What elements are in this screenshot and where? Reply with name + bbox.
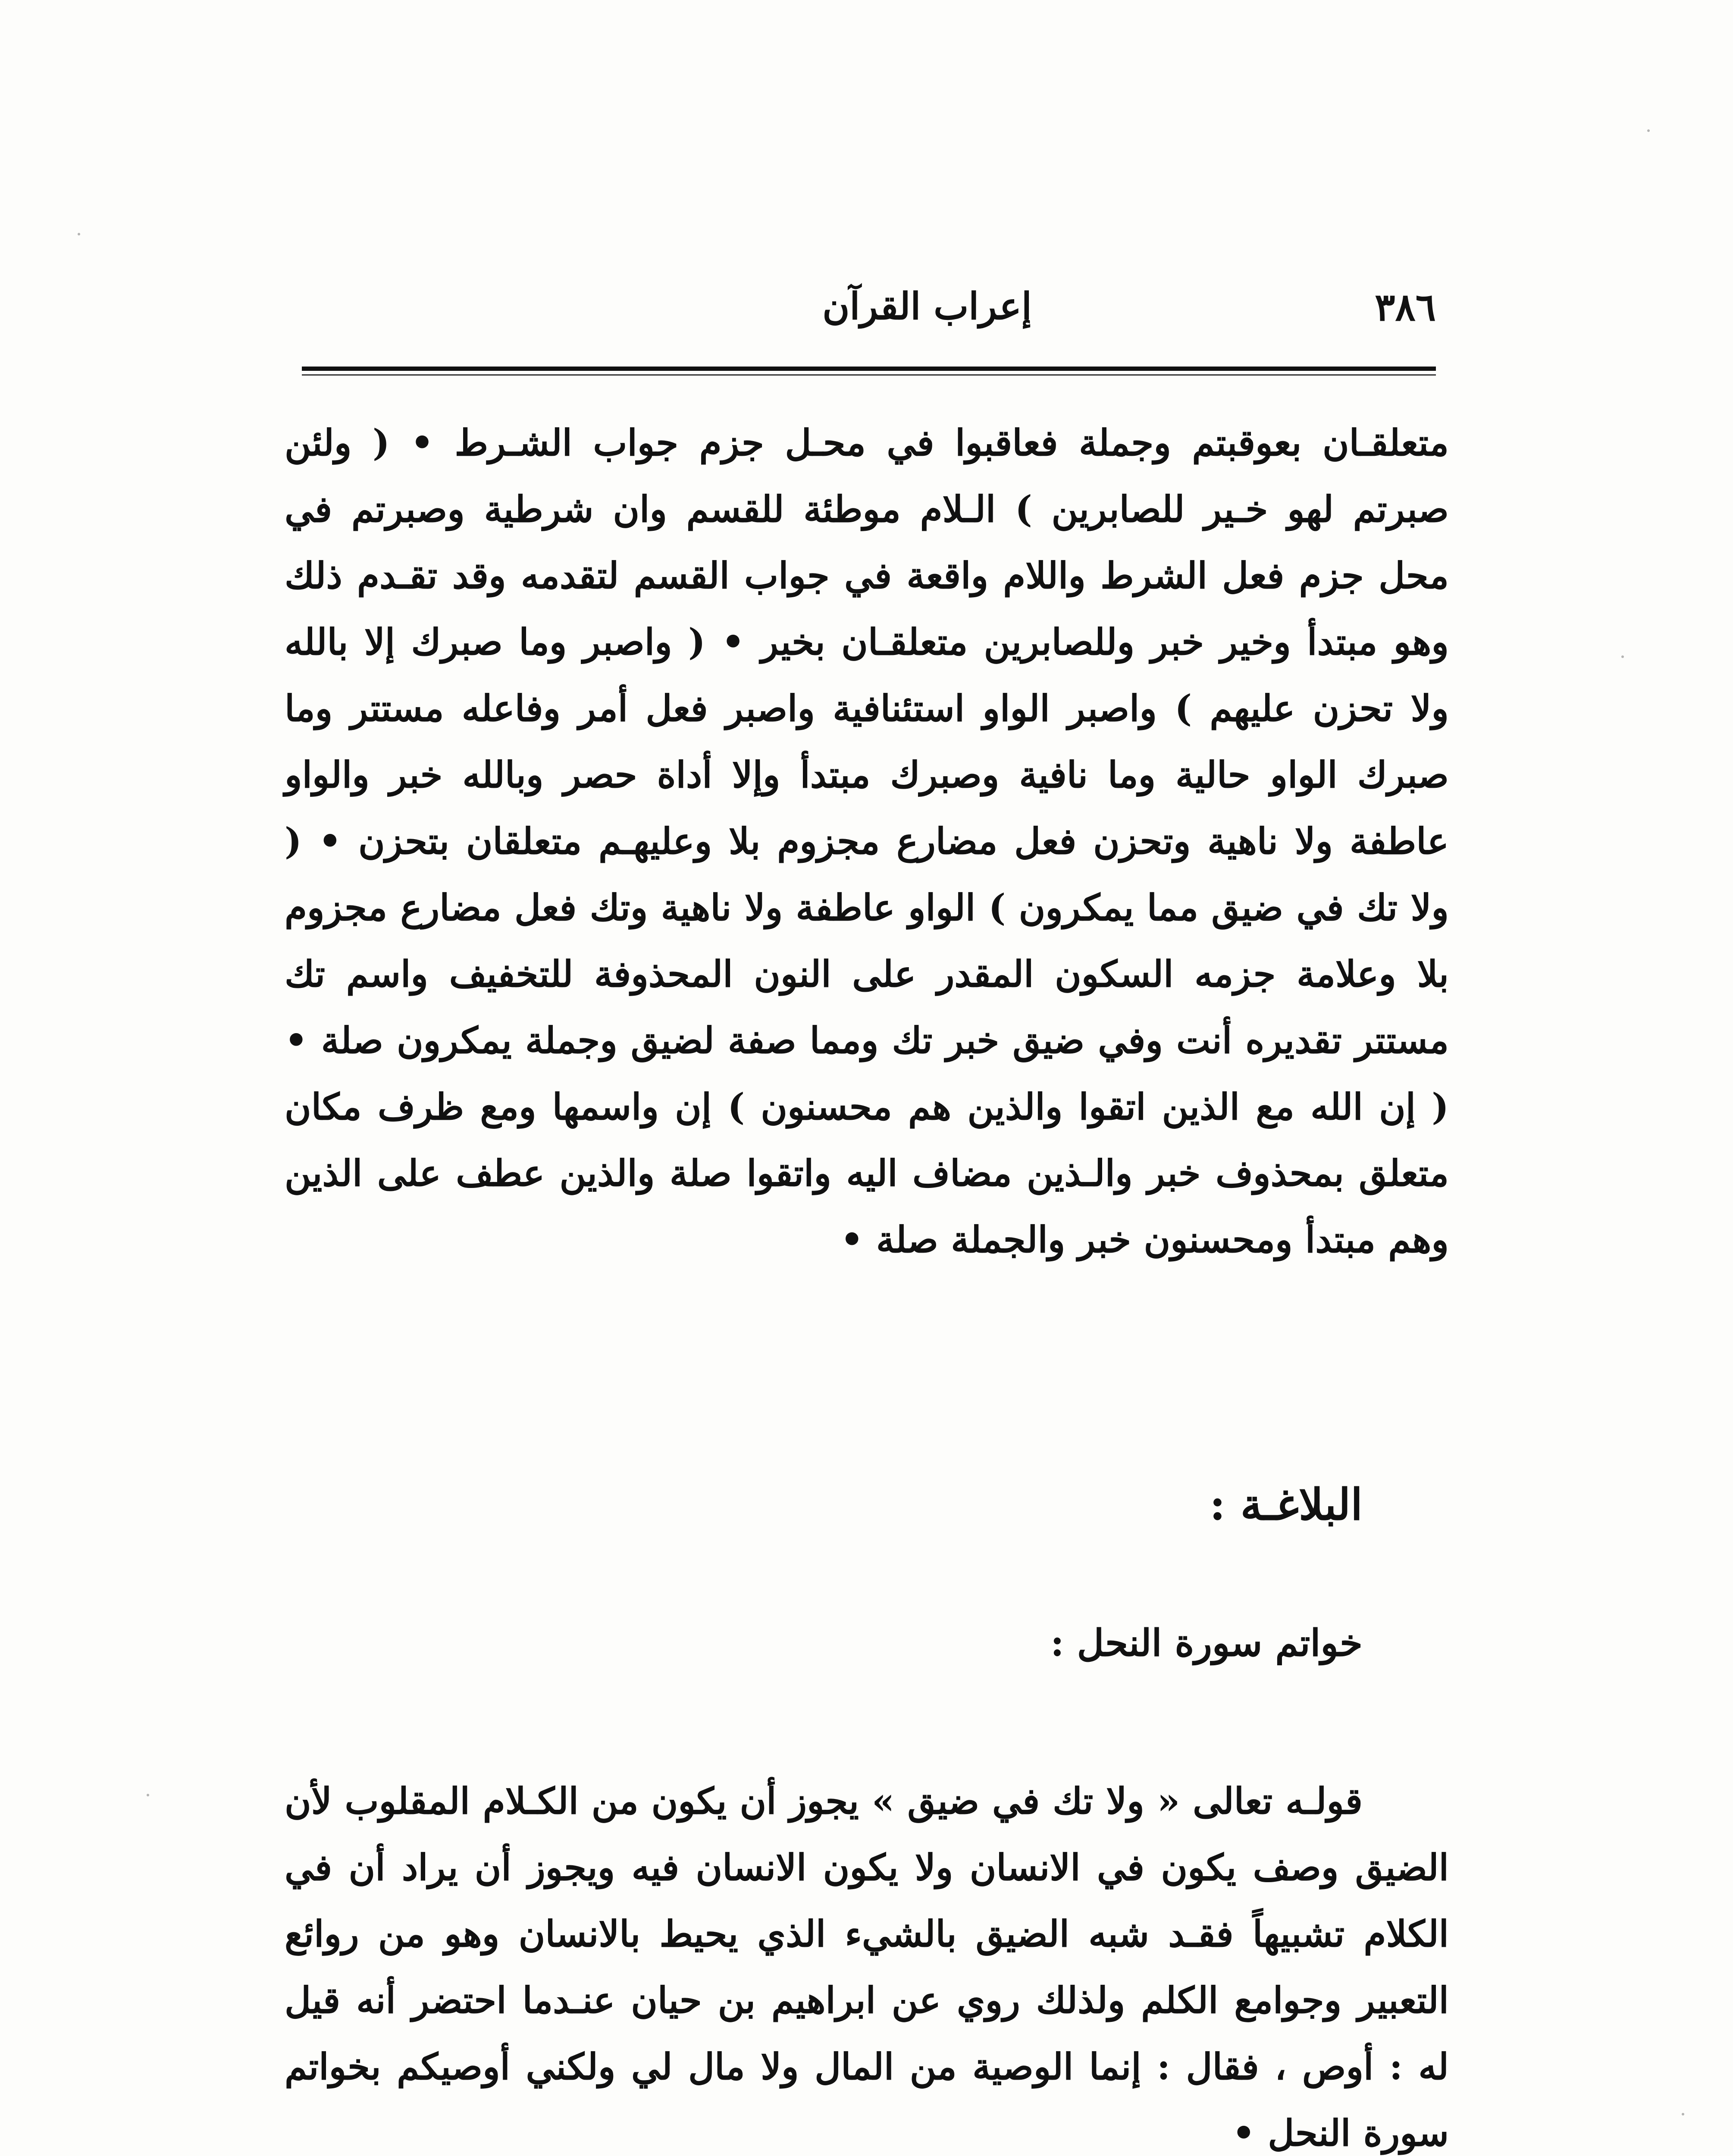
section-paragraph: قولـه تعالى « ولا تك في ضيق » يجوز أن يكون من الكـلام المقلوب لأن الضيق وصف يكون في الانسان ولا يكون الانسان فيه ويجوز أن يراد أن في الكلام تشبيهاً فقـد شبه الضيق بالشيء الذي يحيط بالانسان وهو من روائع التعبير وجوامع الكلم ولذلك روي عن ابراهيم بن حيان عنـدما احتضر أنه قيل له : أوص ، فقال : إنما الوصية من المال ولا مال لي ولكني أوصيكم بخواتم سورة النحل • bbox=[285, 1780, 1449, 2154]
scan-speck bbox=[1682, 2113, 1684, 2115]
page-header bbox=[302, 276, 1436, 379]
page-number: ٣٨٦ bbox=[1375, 285, 1436, 329]
header-rule-thin bbox=[302, 374, 1436, 376]
body-text bbox=[285, 410, 1449, 1273]
scan-speck bbox=[147, 1794, 149, 1796]
section-subheading: خواتم سورة النحل : bbox=[1050, 1621, 1363, 1665]
section-text bbox=[285, 1768, 1449, 2156]
scan-speck bbox=[1647, 129, 1650, 132]
scan-speck bbox=[78, 233, 80, 235]
scan-speck bbox=[1621, 655, 1624, 658]
running-title: إعراب القرآن bbox=[822, 285, 1032, 328]
section-heading: البلاغـة : bbox=[1209, 1479, 1363, 1530]
body-paragraph: متعلقـان بعوقبتم وجملة فعاقبوا في محـل جزم جواب الشـرط • ( ولئن صبرتم لهو خـير للصابرين ) الـلام موطئة للقسم وان شرطية وصبرتم في محل جزم فعل الشرط واللام واقعة في جواب القسم لتقدمه وقد تقـدم ذلك وهو مبتدأ وخير خبر وللصابرين متعلقـان بخير • ( واصبر وما صبرك إلا بالله ولا تحزن عليهم ) واصبر الواو استئنافية واصبر فعل أمر وفاعله مستتر وما صبرك الواو حالية وما نافية وصبرك مبتدأ وإلا أداة حصر وبالله خبر والواو عاطفة ولا ناهية وتحزن فعل مضارع مجزوم بلا وعليهـم متعلقان بتحزن • ( ولا تك في ضيق مما يمكرون ) الواو عاطفة ولا ناهية وتك فعل مضارع مجزوم بلا وعلامة جزمه السكون المقدر على النون المحذوفة للتخفيف واسم تك مستتر تقديره أنت وفي ضيق خبر تك ومما صفة لضيق وجملة يمكرون صلة • ( إن الله مع الذين اتقوا والذين هم محسنون ) إن واسمها ومع ظرف مكان متعلق بمحذوف خبر والـذين مضاف اليه واتقوا صلة والذين عطف على الذين وهم مبتدأ ومحسنون خبر والجملة صلة • bbox=[285, 421, 1449, 1261]
header-rule bbox=[302, 367, 1436, 371]
